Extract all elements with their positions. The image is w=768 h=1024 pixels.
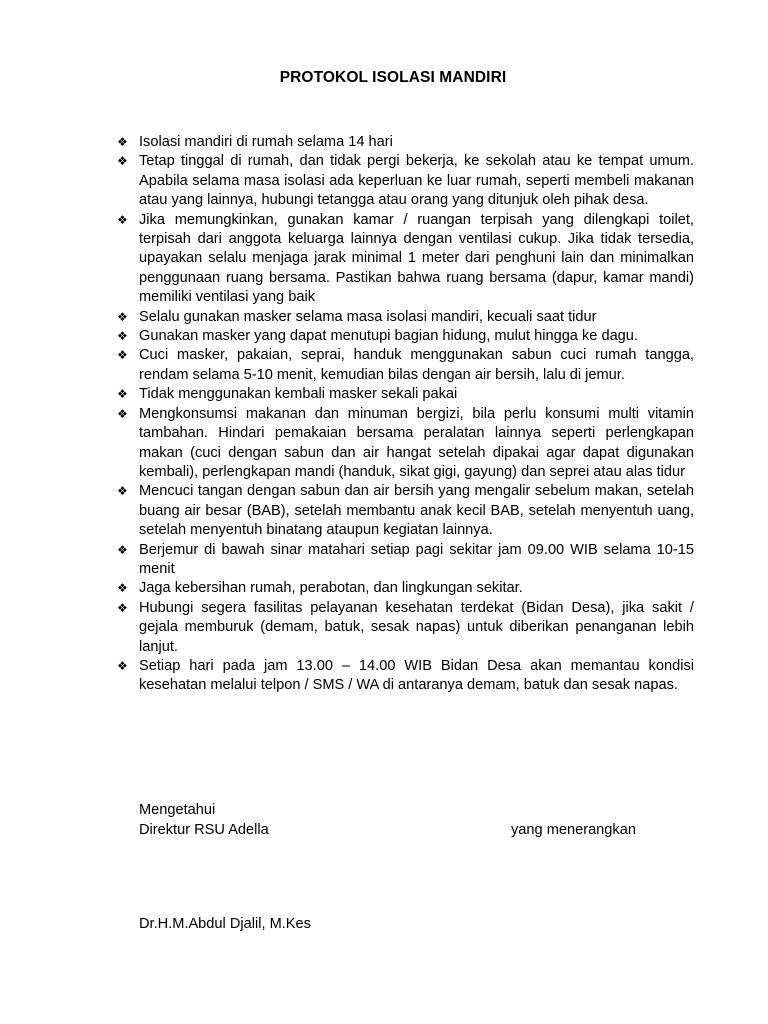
diamond-bullet-icon: ❖ (117, 581, 128, 596)
list-item (116, 211, 694, 308)
list-item (116, 133, 694, 152)
diamond-bullet-icon: ❖ (117, 309, 128, 324)
list-item (116, 579, 694, 598)
list-item-text: Mencuci tangan dengan sabun dan air bersih yang mengalir sebelum makan, setelah buang air besar (BAB), setelah membantu anak kecil BAB, setelah menyentuh uang, setelah menyentuh binatang ataupun kegiatan lainnya. (139, 483, 694, 539)
declarant-label: yang menerangkan (511, 822, 636, 838)
diamond-bullet-icon: ❖ (117, 658, 128, 673)
diamond-bullet-icon: ❖ (117, 348, 128, 363)
list-item (116, 385, 694, 404)
diamond-bullet-icon: ❖ (117, 600, 128, 615)
list-item-text: Tidak menggunakan kembali masker sekali pakai (139, 386, 458, 403)
list-item-text: Cuci masker, pakaian, seprai, handuk menggunakan sabun cuci rumah tangga, rendam selama 5-10 menit, kemudian bilas dengan air bersih, lalu di jemur. (139, 347, 694, 383)
diamond-bullet-icon: ❖ (117, 154, 128, 169)
list-item (116, 599, 694, 657)
list-item (116, 482, 694, 540)
list-item (116, 327, 694, 346)
list-item-text: Jaga kebersihan rumah, perabotan, dan lingkungan sekitar. (139, 580, 523, 597)
acknowledgement-block (139, 800, 269, 840)
diamond-bullet-icon: ❖ (117, 406, 128, 421)
list-item (116, 541, 694, 580)
diamond-bullet-icon: ❖ (117, 484, 128, 499)
list-item-text: Selalu gunakan masker selama masa isolasi mandiri, kecuali saat tidur (139, 308, 597, 325)
list-item-text: Berjemur di bawah sinar matahari setiap pagi sekitar jam 09.00 WIB selama 10-15 menit (139, 541, 694, 577)
diamond-bullet-icon: ❖ (117, 542, 128, 557)
list-item (116, 152, 694, 210)
director-name: Dr.H.M.Abdul Djalil, M.Kes (139, 916, 311, 932)
list-item-text: Tetap tinggal di rumah, dan tidak pergi bekerja, ke sekolah atau ke tempat umum. Apabila selama masa isolasi ada keperluan ke luar rumah, seperti membeli makanan atau yang lainnya, hubungi tetangga atau orang yang ditunjuk oleh pihak desa. (139, 153, 694, 209)
list-item (116, 405, 694, 483)
diamond-bullet-icon: ❖ (117, 135, 128, 149)
list-item (116, 346, 694, 385)
list-item-text: Gunakan masker yang dapat menutupi bagian hidung, mulut hingga ke dagu. (139, 328, 638, 345)
list-item (116, 657, 694, 696)
list-item (116, 308, 694, 327)
diamond-bullet-icon: ❖ (117, 212, 128, 227)
acknowledged-label: Mengetahui (139, 802, 216, 818)
list-item-text: Isolasi mandiri di rumah selama 14 hari (139, 134, 393, 150)
list-item-text: Mengkonsumsi makanan dan minuman bergizi, bila perlu konsumi multi vitamin tambahan. Hindari pemakaian bersama peralatan lainnya seperti perlengkapan makan (cuci dengan sabun dan air hangat setelah dipakai agar dapat digunakan kembali), perlengkapan mandi (handuk, sikat gigi, gayung) dan seprei atau alas tidur (139, 405, 694, 480)
diamond-bullet-icon: ❖ (117, 387, 128, 402)
director-title: Direktur RSU Adella (139, 822, 269, 838)
list-item-text: Jika memungkinkan, gunakan kamar / ruangan terpisah yang dilengkapi toilet, terpisah dari anggota keluarga lainnya dengan ventilasi cukup. Jika tidak tersedia, upayakan selalu menjaga jarak minimal 1 meter dari penghuni lain dan minimalkan penggunaan ruang bersama. Pastikan bahwa ruang bersama (dapur, kamar mandi) memiliki ventilasi yang baik (139, 211, 694, 306)
document-title: PROTOKOL ISOLASI MANDIRI (279, 69, 507, 86)
diamond-bullet-icon: ❖ (117, 329, 128, 344)
protocol-list (116, 133, 694, 696)
list-item-text: Hubungi segera fasilitas pelayanan kesehatan terdekat (Bidan Desa), jika sakit / gejala memburuk (demam, batuk, sesak napas) untuk diberikan penanganan lebih lanjut. (139, 599, 694, 655)
list-item-text: Setiap hari pada jam 13.00 – 14.00 WIB Bidan Desa akan memantau kondisi kesehatan melalui telpon / SMS / WA di antaranya demam, batuk dan sesak napas. (139, 657, 694, 694)
